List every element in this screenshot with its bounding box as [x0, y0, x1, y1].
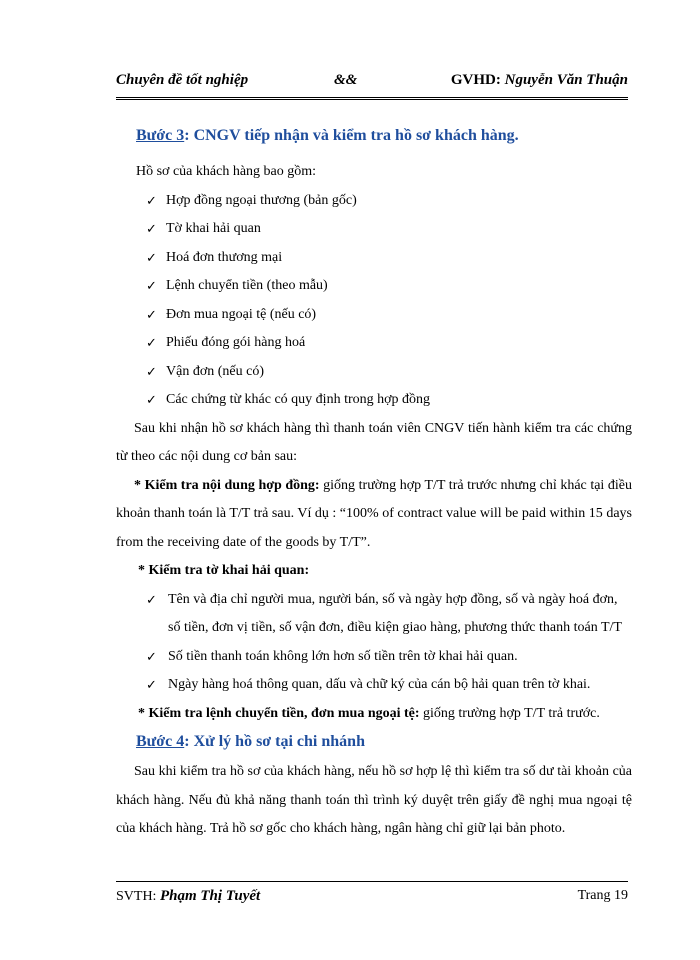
checkmark-icon: ✓ — [146, 648, 157, 664]
customs-check-item-text-cont: số tiền, đơn vị tiền, số vận đơn, điều kiện giao hàng, phương thức thanh toán T/T — [168, 620, 622, 635]
paragraph-review: Sau khi nhận hồ sơ khách hàng thì thanh toán viên CNGV tiến hành kiểm tra các chứng từ theo các nội dung cơ bản sau: — [116, 420, 632, 464]
documents-list — [116, 187, 632, 415]
customs-check-item-text: Số tiền thanh toán không lớn hơn số tiền trên tờ khai hải quan. — [168, 648, 518, 664]
checkmark-icon: ✓ — [146, 591, 157, 607]
document-item-text: Vận đơn (nếu có) — [166, 363, 264, 379]
header-advisor-name: Nguyễn Văn Thuận — [504, 72, 628, 88]
step4-title: : Xử lý hồ sơ tại chi nhánh — [184, 733, 365, 750]
transfer-check — [116, 700, 632, 729]
document-item-text: Các chứng từ khác có quy định trong hợp đồng — [166, 392, 431, 407]
footer-rule — [116, 881, 628, 882]
checkmark-icon: ✓ — [146, 278, 157, 293]
checkmark-icon: ✓ — [146, 249, 157, 265]
customs-check-item — [116, 586, 632, 643]
document-item-text: Hoá đơn thương mại — [166, 249, 283, 265]
document-item — [116, 272, 632, 301]
checkmark-icon: ✓ — [146, 306, 157, 322]
customs-check-heading — [116, 557, 632, 586]
customs-check-item-text: Tên và địa chỉ người mua, người bán, số và ngày hợp đồng, số và ngày hoá đơn, — [168, 591, 618, 607]
footer-student-label: SVTH: — [116, 889, 160, 904]
document-item — [116, 329, 632, 358]
header-ornament: && — [334, 72, 358, 88]
checkmark-icon: ✓ — [146, 392, 157, 407]
checkmark-icon: ✓ — [146, 192, 157, 208]
transfer-check-label: * Kiểm tra lệnh chuyển tiền, đơn mua ngoại tệ: — [138, 705, 420, 721]
document-item-text: Phiếu đóng gói hàng hoá — [166, 335, 306, 350]
transfer-check-text: giống trường hợp T/T trả trước. — [419, 705, 600, 721]
checkmark-icon: ✓ — [146, 363, 157, 379]
step4-heading — [136, 730, 632, 754]
document-item-text: Hợp đồng ngoại thương (bản gốc) — [166, 192, 357, 208]
document-item-text: Lệnh chuyển tiền (theo mẫu) — [166, 278, 328, 293]
header-title: Chuyên đề tốt nghiệp — [116, 72, 249, 88]
documents-intro: Hồ sơ của khách hàng bao gồm: — [136, 164, 317, 179]
document-item — [116, 358, 632, 387]
contract-check — [116, 472, 632, 558]
customs-check-item-text: Ngày hàng hoá thông quan, dấu và chữ ký của cán bộ hải quan trên tờ khai. — [168, 677, 591, 692]
customs-check-item — [116, 671, 632, 700]
document-item — [116, 244, 632, 273]
step4-label: Bước 4 — [136, 733, 185, 750]
contract-check-text: giống trường hợp T/T trả trước nhưng chỉ khác tại điều khoản thanh toán là T/T trả sau. Ví dụ : “100% of contract value will be paid within 15 days from the receiving date of the goods by T/T”. — [116, 477, 633, 550]
customs-check-list — [116, 586, 632, 700]
footer-student — [116, 888, 260, 905]
page-number: Trang 19 — [577, 888, 628, 903]
customs-check-label: * Kiểm tra tờ khai hải quan: — [138, 563, 310, 578]
checkmark-icon: ✓ — [146, 677, 157, 692]
document-item — [116, 301, 632, 330]
document-item-text: Tờ khai hải quan — [166, 221, 261, 236]
document-item — [116, 386, 632, 415]
header-advisor-label: GVHD: — [450, 72, 501, 88]
document-item — [116, 215, 632, 244]
checkmark-icon: ✓ — [146, 335, 157, 350]
step3-label: Bước 3 — [136, 127, 185, 144]
document-item-text: Đơn mua ngoại tệ (nếu có) — [166, 306, 317, 322]
header-rule — [116, 97, 628, 100]
contract-check-label: * Kiểm tra nội dung hợp đồng: — [134, 477, 320, 493]
paragraph-processing: Sau khi kiểm tra hồ sơ của khách hàng, nếu hồ sơ hợp lệ thì kiểm tra số dư tài khoản của khách hàng. Nếu đủ khả năng thanh toán thì trình ký duyệt trên giấy đề nghị mua ngoại tệ của khách hàng. Trả hồ sơ gốc cho khách hàng, ngân hàng chỉ giữ lại bản photo. — [116, 764, 632, 836]
checkmark-icon: ✓ — [146, 221, 157, 236]
header-advisor — [451, 72, 628, 89]
document-item — [116, 187, 632, 216]
customs-check-item — [116, 643, 632, 672]
page-content — [116, 124, 632, 844]
page-header — [116, 72, 628, 94]
footer-student-name: Phạm Thị Tuyết — [159, 888, 261, 904]
page-footer — [116, 888, 628, 910]
step3-title: : CNGV tiếp nhận và kiểm tra hồ sơ khách hàng. — [184, 127, 519, 144]
step3-heading — [136, 124, 632, 148]
